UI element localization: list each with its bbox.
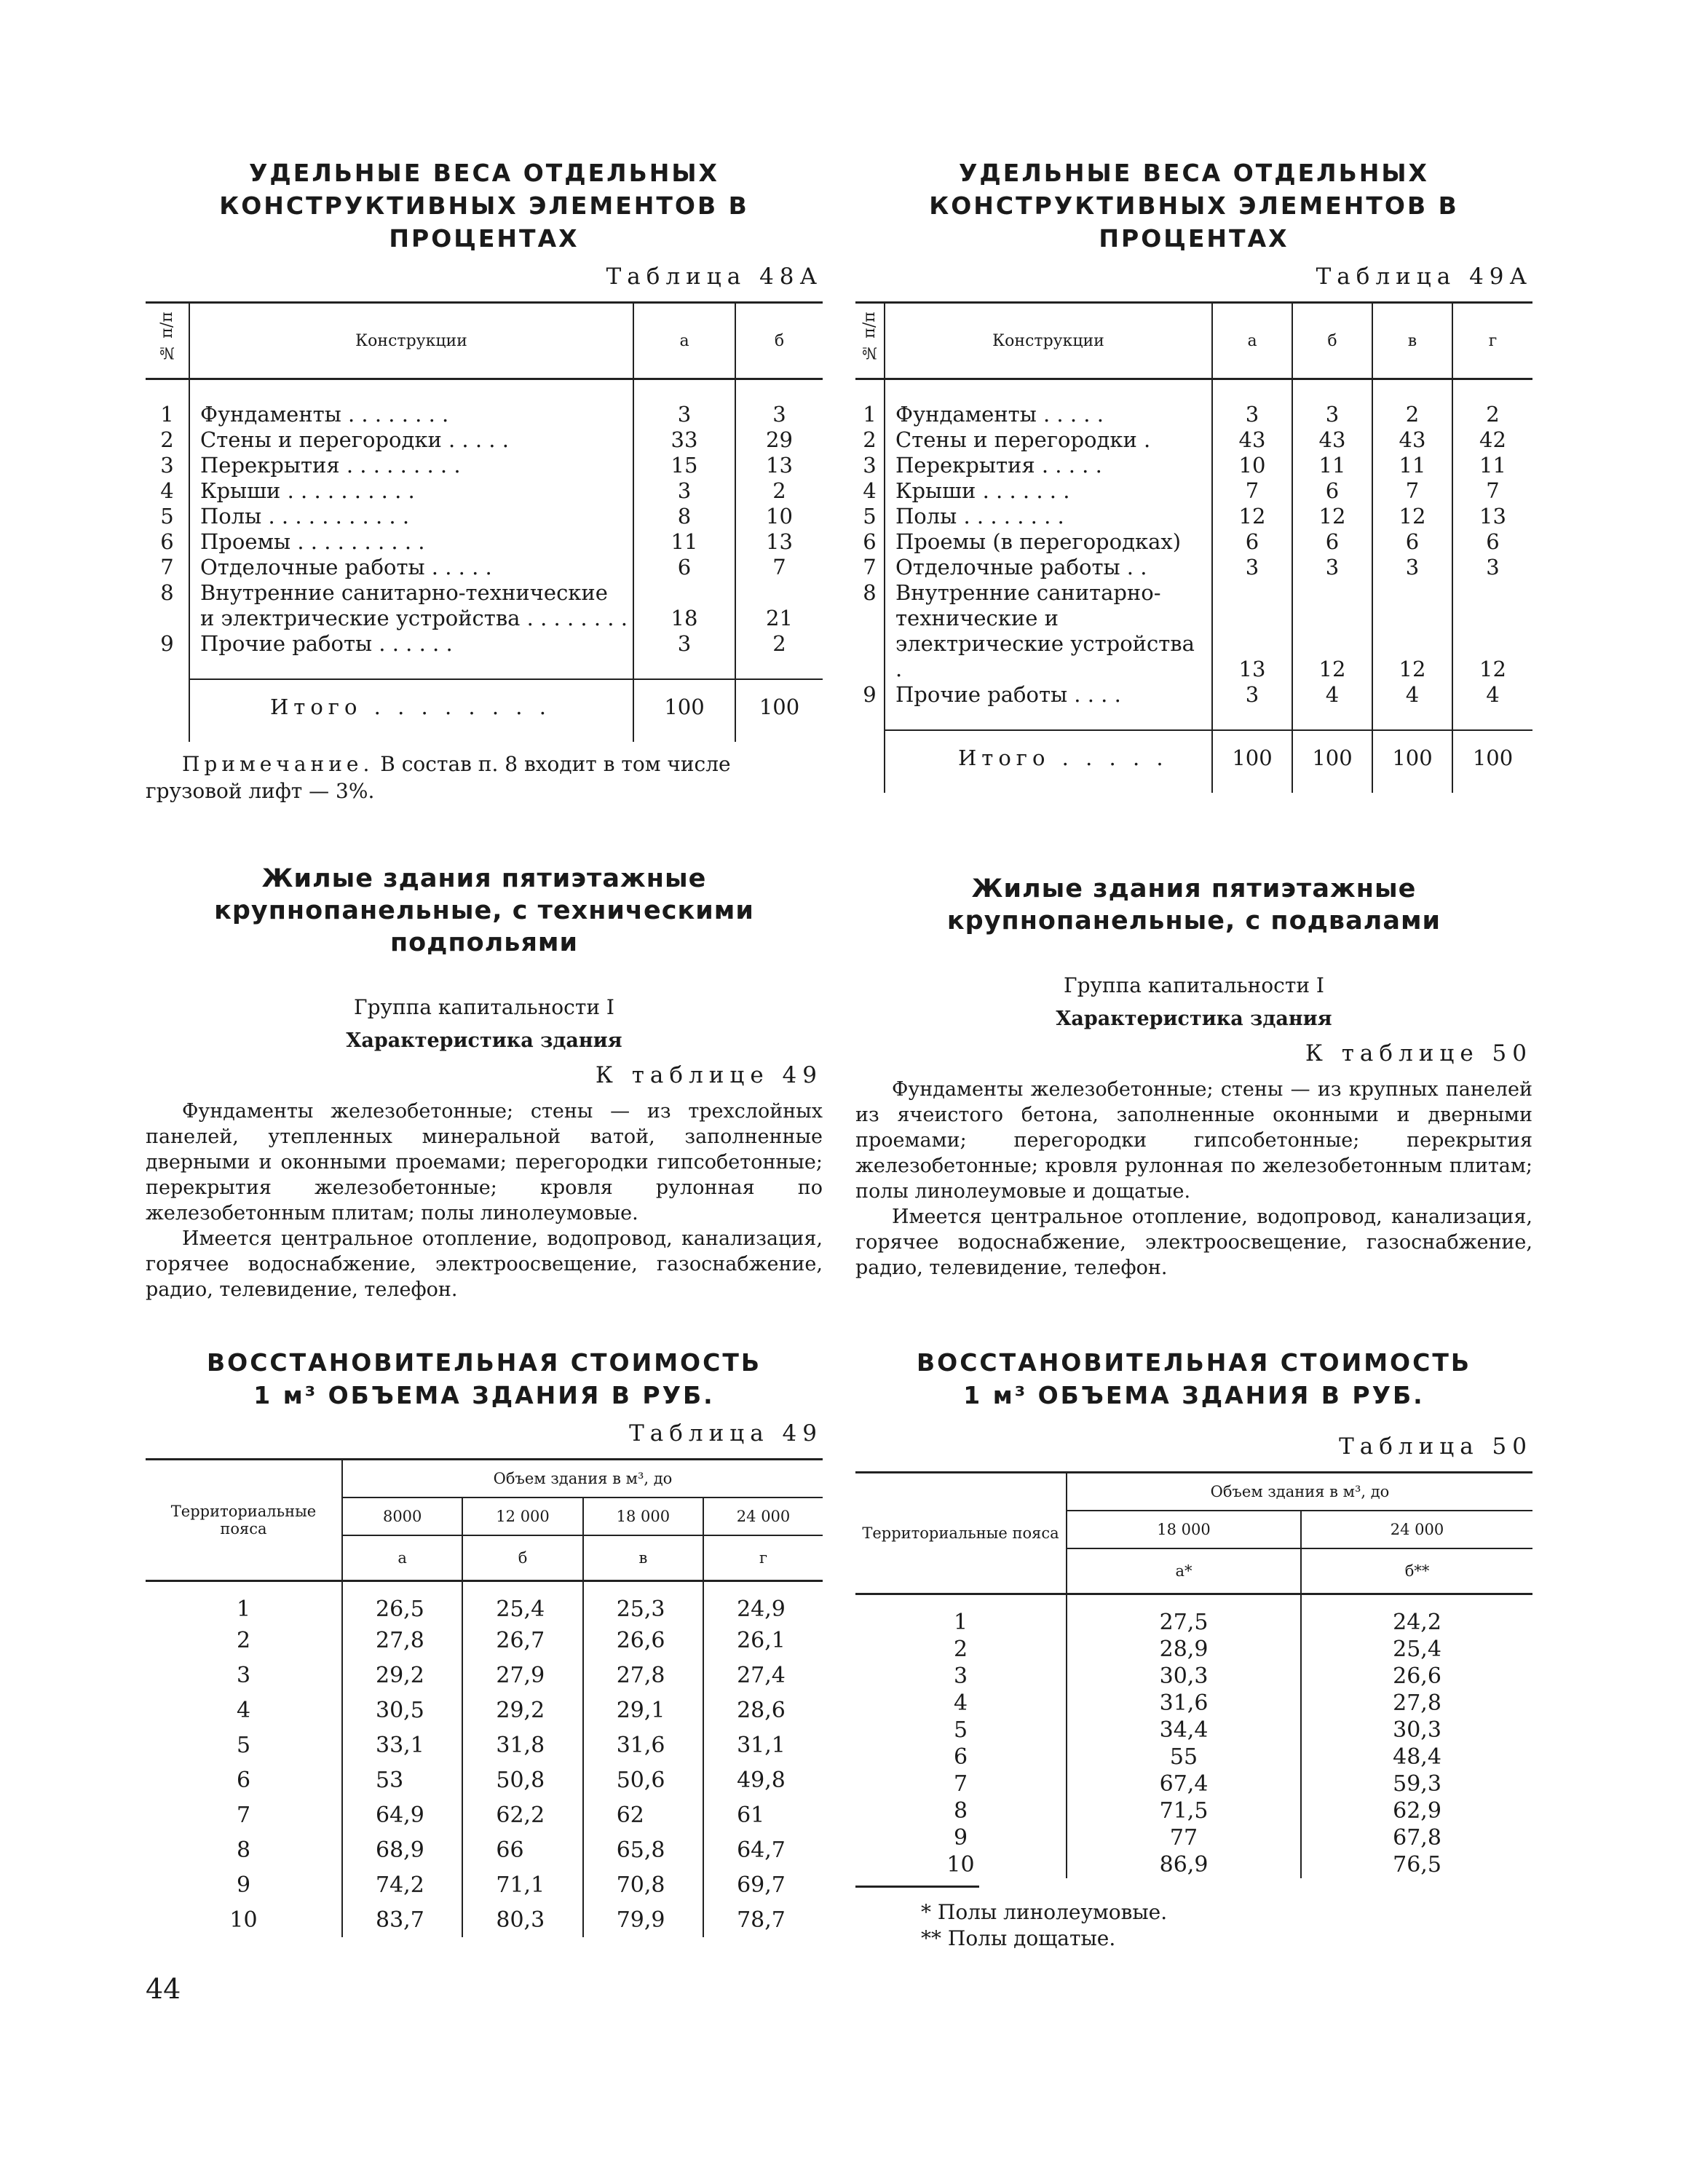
value-cell: 62,9 — [1301, 1797, 1532, 1824]
to-table-49: К таблице 49 — [595, 1062, 823, 1088]
zone-cell: 5 — [236, 1732, 251, 1758]
zone-cell: 1 — [236, 1597, 251, 1622]
table-row: 8 Внутренние санитарно-технические и электрические устройства . 13 12 12 12 — [855, 580, 1532, 682]
total-row: Итого . . . . . . . . 100 100 — [146, 679, 823, 742]
value-cell: 64,9 — [342, 1797, 462, 1832]
value-cell: 24,9 — [703, 1581, 823, 1623]
capital-group: Группа капитальности I — [1064, 973, 1324, 997]
col-num-header: № п/п — [158, 312, 176, 362]
value-cell: 31,8 — [462, 1728, 582, 1762]
value-cell: 78,7 — [703, 1902, 823, 1937]
capital-group: Группа капитальности I — [354, 995, 614, 1019]
table-note — [146, 751, 823, 804]
zone-cell: 9 — [236, 1872, 251, 1898]
value-cell: 65,8 — [583, 1832, 703, 1867]
table-label-48a: Таблица 48А — [606, 264, 823, 290]
table-row: 3 Перекрытия . . . . . 10 11 11 11 — [855, 453, 1532, 478]
value-cell: 30,3 — [1067, 1663, 1301, 1690]
table-row — [855, 1690, 1532, 1717]
value-cell: 30,3 — [1301, 1717, 1532, 1744]
value-cell: 74,2 — [342, 1867, 462, 1902]
table-row: 2 Стены и перегородки . 43 43 43 42 — [855, 427, 1532, 453]
zone-cell: 3 — [236, 1662, 251, 1688]
size-header: 12 000 — [462, 1497, 582, 1535]
zone-cell: 4 — [236, 1697, 251, 1723]
value-cell: 25,4 — [1301, 1636, 1532, 1663]
table-row: 5 Полы . . . . . . . . 12 12 12 13 — [855, 504, 1532, 529]
value-cell: 69,7 — [703, 1867, 823, 1902]
value-cell: 28,6 — [703, 1693, 823, 1728]
table-row — [855, 1770, 1532, 1797]
value-cell: 62,2 — [462, 1797, 582, 1832]
table-row: 1 Фундаменты . . . . . 3 3 2 2 — [855, 379, 1532, 428]
cost-heading-line2: 1 м³ ОБЪЕМА ЗДАНИЯ В РУБ. — [963, 1381, 1425, 1409]
table-row: 1 Фундаменты . . . . . . . . 3 3 — [146, 379, 823, 428]
value-cell: 25,4 — [462, 1581, 582, 1623]
value-cell: 70,8 — [583, 1867, 703, 1902]
cost-table-49 — [146, 1458, 823, 1937]
description-paragraph-2: Имеется центральное отопление, водопровод, канализация, горячее водоснабжение, электроосвещение, газоснабжение, радио, телевидение, телефон. — [146, 1227, 823, 1301]
col-b-header: б — [735, 303, 823, 379]
section-title-line2: крупнопанельные, с техническими подпольями — [214, 896, 754, 957]
cost-heading-line2: 1 м³ ОБЪЕМА ЗДАНИЯ В РУБ. — [253, 1381, 715, 1409]
value-cell: 50,6 — [583, 1762, 703, 1797]
value-cell: 27,5 — [1067, 1594, 1301, 1637]
value-cell: 31,1 — [703, 1728, 823, 1762]
col-construction-header: Конструкции — [189, 303, 633, 379]
table-label-49: Таблица 49 — [629, 1420, 823, 1447]
value-cell: 67,4 — [1067, 1770, 1301, 1797]
value-cell: 30,5 — [342, 1693, 462, 1728]
value-cell: 53 — [342, 1762, 462, 1797]
value-cell: 26,1 — [703, 1623, 823, 1658]
section-title-line2: крупнопанельные, с подвалами — [946, 906, 1441, 935]
weights-heading-line1: УДЕЛЬНЫЕ ВЕСА ОТДЕЛЬНЫХ — [958, 159, 1430, 187]
value-cell: 61 — [703, 1797, 823, 1832]
characteristic-heading: Характеристика здания — [1056, 1008, 1332, 1030]
value-cell: 25,3 — [583, 1581, 703, 1623]
value-cell: 27,8 — [1301, 1690, 1532, 1717]
value-cell: 28,9 — [1067, 1636, 1301, 1663]
section-title-line1: Жилые здания пятиэтажные — [261, 864, 707, 893]
footnote-rule — [855, 1886, 979, 1888]
table-row: 5 Полы . . . . . . . . . . . 8 10 — [146, 504, 823, 529]
value-cell: 76,5 — [1301, 1851, 1532, 1878]
letter-header: г — [703, 1535, 823, 1581]
letter-header: в — [583, 1535, 703, 1581]
value-cell: 48,4 — [1301, 1744, 1532, 1770]
table-row — [855, 1744, 1532, 1770]
col-construction-header: Конструкции — [885, 303, 1212, 379]
table-label-50: Таблица 50 — [1339, 1433, 1532, 1460]
value-cell: 62 — [583, 1797, 703, 1832]
value-cell: 71,5 — [1067, 1797, 1301, 1824]
value-cell: 24,2 — [1301, 1594, 1532, 1637]
description-paragraph-1: Фундаменты железобетонные; стены — из крупных панелей из ячеистого бетона, заполненные оконными и дверными проемами; перегородки гипсобетонные; перекрытия железобетонные; кровля рулонная по железобетонным плитам; полы линолеумовые и дощатые. — [855, 1078, 1532, 1203]
value-cell: 29,1 — [583, 1693, 703, 1728]
cost-heading-line1: ВОССТАНОВИТЕЛЬНАЯ СТОИМОСТЬ — [207, 1348, 762, 1377]
zone-cell: 8 — [236, 1837, 251, 1863]
zone-cell: 2 — [236, 1627, 251, 1653]
table-row — [855, 1594, 1532, 1637]
table-row: 7 Отделочные работы . . . . . 6 7 — [146, 555, 823, 580]
weights-heading-line2: КОНСТРУКТИВНЫХ ЭЛЕМЕНТОВ В ПРОЦЕНТАХ — [929, 191, 1459, 253]
table-row: 7 Отделочные работы . . 3 3 3 3 — [855, 555, 1532, 580]
table-row: 4 Крыши . . . . . . . . . . 3 2 — [146, 478, 823, 504]
weights-table-49a — [855, 301, 1532, 793]
table-row — [146, 1693, 823, 1728]
letter-header: б — [462, 1535, 582, 1581]
footnote-wooden: ** Полы дощатые. — [921, 1926, 1116, 1950]
right-column — [855, 157, 1532, 1952]
weights-heading-line2: КОНСТРУКТИВНЫХ ЭЛЕМЕНТОВ В ПРОЦЕНТАХ — [219, 191, 749, 253]
zone-cell: 10 — [229, 1907, 258, 1933]
value-cell: 64,7 — [703, 1832, 823, 1867]
table-row: 9 Прочие работы . . . . . . 3 2 — [146, 631, 823, 679]
value-cell: 31,6 — [583, 1728, 703, 1762]
zone-cell: 1 — [953, 1610, 968, 1635]
table-row — [855, 1636, 1532, 1663]
section-title-line1: Жилые здания пятиэтажные — [971, 874, 1417, 903]
table-row — [855, 1663, 1532, 1690]
zone-cell: 7 — [953, 1771, 968, 1797]
table-row — [855, 1851, 1532, 1878]
value-cell: 66 — [462, 1832, 582, 1867]
value-cell: 59,3 — [1301, 1770, 1532, 1797]
value-cell: 31,6 — [1067, 1690, 1301, 1717]
value-cell: 26,5 — [342, 1581, 462, 1623]
zone-cell: 7 — [236, 1802, 251, 1828]
size-header: 18 000 — [1067, 1511, 1301, 1548]
table-row — [855, 1797, 1532, 1824]
to-table-50: К таблице 50 — [1305, 1040, 1532, 1067]
col-c-header: в — [1372, 303, 1452, 379]
table-row — [855, 1717, 1532, 1744]
table-row — [146, 1832, 823, 1867]
table-row: 6 Проемы . . . . . . . . . . 11 13 — [146, 529, 823, 555]
table-row — [146, 1623, 823, 1658]
page-number: 44 — [146, 1973, 181, 2005]
value-cell: 26,6 — [583, 1623, 703, 1658]
zone-header: Территориальные пояса — [855, 1473, 1067, 1594]
cost-heading-line1: ВОССТАНОВИТЕЛЬНАЯ СТОИМОСТЬ — [917, 1348, 1471, 1377]
characteristic-heading: Характеристика здания — [346, 1029, 622, 1052]
weights-table-48a — [146, 301, 823, 742]
description-paragraph-1: Фундаменты железобетонные; стены — из трехслойных панелей, утепленных минеральной ватой, заполненные дверными и оконными проемами; перегородки гипсобетонные; перекрытия железобетонные; кровля рулонная по железобетонным плитам; полы линолеумовые. — [146, 1100, 823, 1224]
zone-cell: 5 — [953, 1717, 968, 1743]
size-header: 18 000 — [583, 1497, 703, 1535]
volume-header: Объем здания в м³, до — [342, 1460, 823, 1498]
zone-cell: 8 — [953, 1798, 968, 1824]
zone-cell: 2 — [953, 1637, 968, 1662]
table-row — [146, 1728, 823, 1762]
note-text: В состав п. 8 входит в том числе грузовой лифт — 3%. — [146, 752, 731, 803]
left-column — [146, 157, 823, 1937]
value-cell: 26,7 — [462, 1623, 582, 1658]
value-cell: 71,1 — [462, 1867, 582, 1902]
table-row — [146, 1902, 823, 1937]
table-row — [146, 1581, 823, 1623]
volume-header: Объем здания в м³, до — [1067, 1473, 1532, 1511]
col-a-header: а — [1212, 303, 1292, 379]
table-row: 8 Внутренние санитарно-технические и электрические устройства . . . . . . . . 18 21 — [146, 580, 823, 631]
zone-cell: 6 — [236, 1767, 251, 1793]
size-header: 8000 — [342, 1497, 462, 1535]
zone-cell: 4 — [953, 1690, 968, 1716]
value-cell: 27,8 — [583, 1658, 703, 1693]
table-row — [146, 1658, 823, 1693]
value-cell: 27,9 — [462, 1658, 582, 1693]
value-cell: 55 — [1067, 1744, 1301, 1770]
value-cell: 68,9 — [342, 1832, 462, 1867]
footnote-linoleum: * Полы линолеумовые. — [921, 1900, 1168, 1924]
col-num-header: № п/п — [861, 312, 879, 362]
value-cell: 83,7 — [342, 1902, 462, 1937]
col-d-header: г — [1452, 303, 1532, 379]
value-cell: 27,8 — [342, 1623, 462, 1658]
table-row: 3 Перекрытия . . . . . . . . . 15 13 — [146, 453, 823, 478]
value-cell: 29,2 — [342, 1658, 462, 1693]
zone-cell: 3 — [953, 1663, 968, 1689]
table-row — [855, 1824, 1532, 1851]
zone-cell: 9 — [953, 1825, 968, 1851]
value-cell: 67,8 — [1301, 1824, 1532, 1851]
col-b-header: б — [1292, 303, 1372, 379]
value-cell: 29,2 — [462, 1693, 582, 1728]
size-header: 24 000 — [703, 1497, 823, 1535]
cost-table-50 — [855, 1471, 1532, 1878]
value-cell: 50,8 — [462, 1762, 582, 1797]
value-cell: 26,6 — [1301, 1663, 1532, 1690]
letter-header: а* — [1175, 1562, 1192, 1580]
size-header: 24 000 — [1301, 1511, 1532, 1548]
table-row — [146, 1797, 823, 1832]
value-cell: 49,8 — [703, 1762, 823, 1797]
letter-header: б** — [1301, 1548, 1532, 1594]
table-row: 4 Крыши . . . . . . . 7 6 7 7 — [855, 478, 1532, 504]
zone-header: Территориальные пояса — [146, 1460, 342, 1581]
zone-cell: 10 — [946, 1852, 975, 1878]
table-row: 9 Прочие работы . . . . 3 4 4 4 — [855, 682, 1532, 730]
total-row: Итого . . . . . 100 100 100 100 — [855, 730, 1532, 793]
value-cell: 86,9 — [1067, 1851, 1301, 1878]
table-row: 2 Стены и перегородки . . . . . 33 29 — [146, 427, 823, 453]
value-cell: 79,9 — [583, 1902, 703, 1937]
value-cell: 34,4 — [1067, 1717, 1301, 1744]
weights-heading-line1: УДЕЛЬНЫЕ ВЕСА ОТДЕЛЬНЫХ — [248, 159, 720, 187]
description-paragraph-2: Имеется центральное отопление, водопровод, канализация, горячее водоснабжение, электроосвещение, газоснабжение, радио, телевидение, телефон. — [855, 1206, 1532, 1279]
value-cell: 27,4 — [703, 1658, 823, 1693]
note-label: Примечание. — [182, 752, 374, 776]
table-row — [146, 1867, 823, 1902]
zone-cell: 6 — [953, 1744, 968, 1770]
col-a-header: а — [633, 303, 735, 379]
table-row — [146, 1762, 823, 1797]
table-row: 6 Проемы (в перегородках) 6 6 6 6 — [855, 529, 1532, 555]
letter-header: а — [397, 1549, 407, 1567]
value-cell: 80,3 — [462, 1902, 582, 1937]
table-label-49a: Таблица 49А — [1316, 264, 1532, 290]
value-cell: 77 — [1067, 1824, 1301, 1851]
value-cell: 33,1 — [342, 1728, 462, 1762]
